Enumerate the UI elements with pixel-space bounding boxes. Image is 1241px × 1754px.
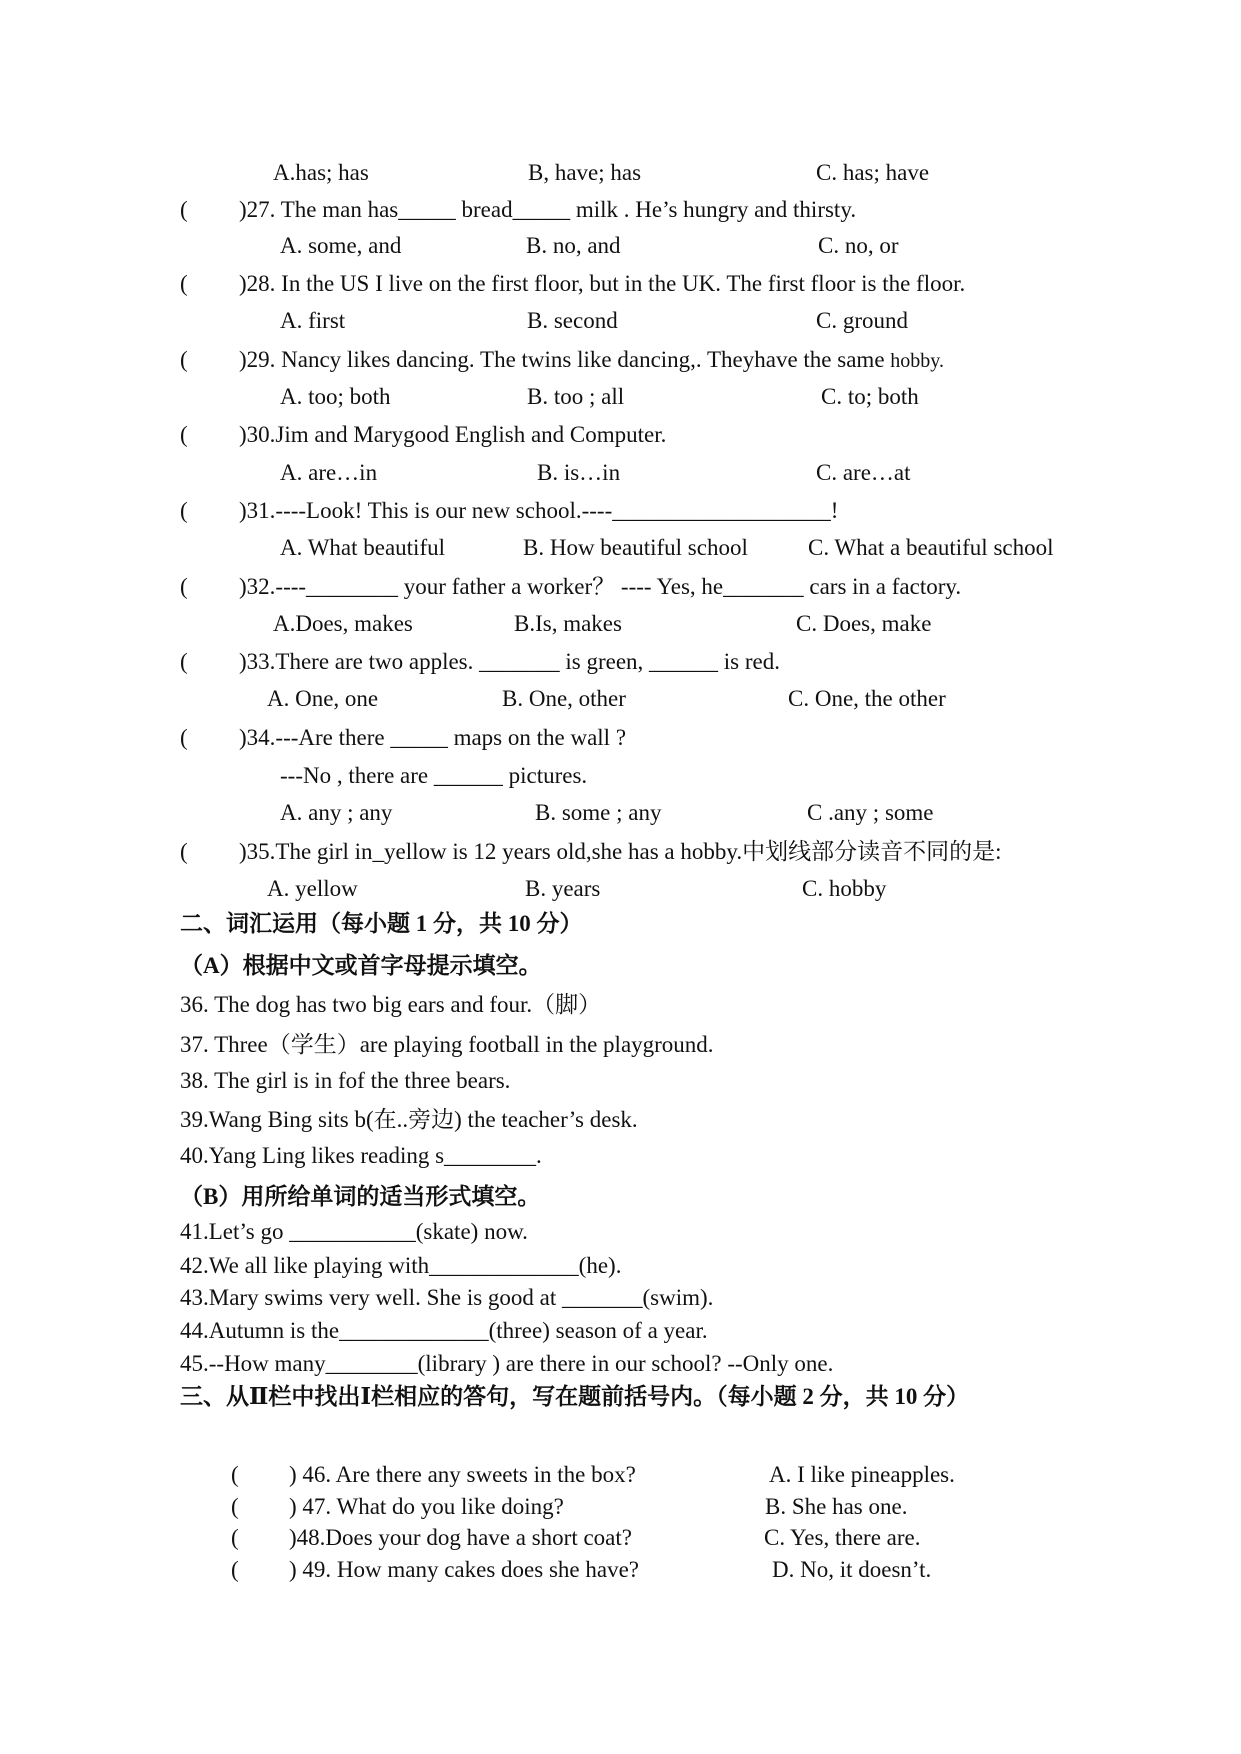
answer-paren: ( [180, 271, 188, 296]
answer-paren: ( [180, 422, 188, 447]
q34-option-b: B. some ; any [535, 800, 662, 825]
answer-paren: ( [180, 498, 188, 523]
answer-paren: ( [231, 1557, 239, 1582]
q31-option-a: A. What beautiful [280, 535, 445, 560]
match-answer-a: A. I like pineapples. [769, 1462, 955, 1487]
section-2b-title: （B）用所给单词的适当形式填空。 [180, 1184, 541, 1209]
match-answer-c: C. Yes, there are. [764, 1525, 921, 1550]
q35-option-a: A. yellow [267, 876, 358, 901]
q32-option-b: B.Is, makes [514, 611, 622, 636]
match-question-46: ) 46. Are there any sweets in the box? [289, 1462, 636, 1487]
question-32: )32.----________ your father a worker？ ---- Yes, he_______ cars in a factory. [239, 574, 962, 599]
answer-paren: ( [231, 1494, 239, 1519]
q30-option-c: C. are…at [816, 460, 911, 485]
q30-option-a: A. are…in [280, 460, 378, 485]
q29-option-c: C. to; both [821, 384, 919, 409]
question-31: )31.----Look! This is our new school.----___________________! [239, 498, 839, 523]
answer-paren: ( [180, 649, 188, 674]
q28-option-c: C. ground [816, 308, 908, 333]
item-42: 42.We all like playing with_____________(he). [180, 1253, 622, 1278]
q30-option-b: B. is…in [537, 460, 621, 485]
answer-paren: ( [180, 725, 188, 750]
q33-option-b: B. One, other [502, 686, 626, 711]
section-2-title: 二、词汇运用（每小题 1 分，共 10 分） [180, 911, 583, 936]
question-35: )35.The girl in_yellow is 12 years old,she has a hobby.中划线部分读音不同的是: [239, 839, 1002, 864]
q27-option-b: B. no, and [526, 233, 621, 258]
question-33: )33.There are two apples. _______ is green, ______ is red. [239, 649, 780, 674]
q33-option-a: A. One, one [267, 686, 379, 711]
item-44: 44.Autumn is the_____________(three) season of a year. [180, 1318, 708, 1343]
item-40: 40.Yang Ling likes reading s________. [180, 1143, 542, 1168]
match-answer-b: B. She has one. [765, 1494, 908, 1519]
question-34: )34.---Are there _____ maps on the wall ? [239, 725, 627, 750]
q27-option-c: C. no, or [818, 233, 899, 258]
q31-option-b: B. How beautiful school [523, 535, 748, 560]
question-34-subline: ---No , there are ______ pictures. [280, 763, 588, 788]
answer-paren: ( [231, 1525, 239, 1550]
answer-paren: ( [180, 347, 188, 372]
item-39: 39.Wang Bing sits b(在..旁边) the teacher’s desk. [180, 1107, 638, 1132]
question-29 [239, 346, 944, 375]
q35-option-b: B. years [525, 876, 601, 901]
question-27: )27. The man has_____ bread_____ milk . He’s hungry and thirsty. [239, 197, 857, 222]
q35-option-c: C. hobby [802, 876, 887, 901]
q33-option-c: C. One, the other [788, 686, 946, 711]
item-38: 38. The girl is in fof the three bears. [180, 1068, 511, 1093]
answer-paren: ( [180, 574, 188, 599]
section-3-title: 三、从Ⅱ栏中找出Ⅰ栏相应的答句，写在题前括号内。（每小题 2 分，共 10 分） [180, 1384, 970, 1409]
q27-option-a: A. some, and [280, 233, 402, 258]
question-30: )30.Jim and Marygood English and Computer. [239, 422, 667, 447]
q29-option-a: A. too; both [280, 384, 391, 409]
item-36: 36. The dog has two big ears and four.（脚） [180, 992, 602, 1017]
match-answer-d: D. No, it doesn’t. [772, 1557, 932, 1582]
q26-option-c: C. has; have [816, 160, 930, 185]
match-question-49: ) 49. How many cakes does she have? [289, 1557, 639, 1582]
section-2a-title: （A）根据中文或首字母提示填空。 [180, 953, 542, 978]
q32-option-c: C. Does, make [796, 611, 932, 636]
question-29-text: )29. Nancy likes dancing. The twins like dancing,. Theyhave the same [239, 347, 891, 372]
q31-option-c: C. What a beautiful school [808, 535, 1054, 560]
match-question-47: ) 47. What do you like doing? [289, 1494, 564, 1519]
answer-paren: ( [180, 839, 188, 864]
q26-option-b: B, have; has [528, 160, 642, 185]
question-29-tail: hobby. [890, 350, 944, 372]
q29-option-b: B. too ; all [527, 384, 625, 409]
answer-paren: ( [180, 197, 188, 222]
item-45: 45.--How many________(library ) are there in our school? --Only one. [180, 1351, 834, 1376]
q32-option-a: A.Does, makes [273, 611, 413, 636]
answer-paren: ( [231, 1462, 239, 1487]
question-28: )28. In the US I live on the first floor, but in the UK. The first floor is the floor. [239, 271, 966, 296]
match-question-48: )48.Does your dog have a short coat? [289, 1525, 632, 1550]
q26-option-a: A.has; has [273, 160, 369, 185]
q28-option-a: A. first [280, 308, 346, 333]
q34-option-a: A. any ; any [280, 800, 393, 825]
q34-option-c: C .any ; some [807, 800, 934, 825]
item-37: 37. Three（学生）are playing football in the playground. [180, 1032, 714, 1057]
item-43: 43.Mary swims very well. She is good at _______(swim). [180, 1285, 714, 1310]
item-41: 41.Let’s go ___________(skate) now. [180, 1219, 528, 1244]
q28-option-b: B. second [527, 308, 618, 333]
